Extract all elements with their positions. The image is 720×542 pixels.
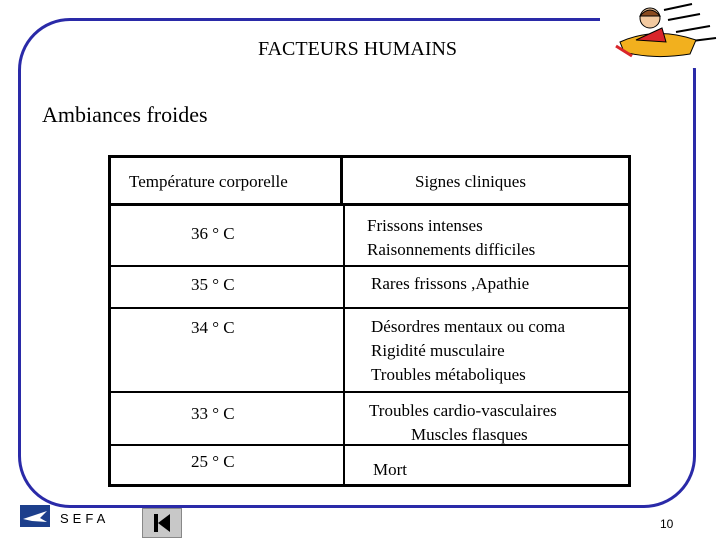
temperature-cell: 33 ° C [191,404,235,423]
sign-line: Muscles flasques [411,425,528,444]
temperature-cell: 25 ° C [191,452,235,471]
page-title: FACTEURS HUMAINS [257,38,458,60]
row-divider [111,265,628,267]
symptoms-table [108,155,631,487]
sign-line: Rigidité musculaire [371,341,505,360]
header-signs [343,158,628,206]
signs-cell [371,315,565,387]
sign-line: Mort [373,460,407,479]
sefa-logo-icon [20,505,50,527]
sign-line: Troubles cardio-vasculaires [369,401,557,420]
sign-line: Raisonnements difficiles [367,240,536,259]
temperature-cell: 34 ° C [191,318,235,337]
temperature-cell: 36 ° C [191,224,235,243]
row-divider [111,444,628,446]
signs-cell [367,214,535,262]
first-page-icon [143,509,181,537]
row-divider [111,391,628,393]
signs-cell [373,458,407,482]
brand-label: SEFA [60,511,110,526]
signs-cell [369,399,557,447]
header-signs-label: Signes cliniques [415,172,526,191]
sign-line: Rares frissons ,Apathie [371,274,530,293]
header-temperature [111,158,343,206]
signs-cell [371,272,529,296]
sign-line: Troubles métaboliques [371,365,526,384]
first-page-button[interactable] [142,508,182,538]
temperature-cell: 35 ° C [191,275,235,294]
sign-line: Frissons intenses [367,216,483,235]
row-divider [111,307,628,309]
section-subtitle: Ambiances froides [42,102,208,127]
header-temperature-label: Température corporelle [129,172,288,191]
page-number: 10 [660,517,674,531]
sign-line: Désordres mentaux ou coma [371,317,566,336]
